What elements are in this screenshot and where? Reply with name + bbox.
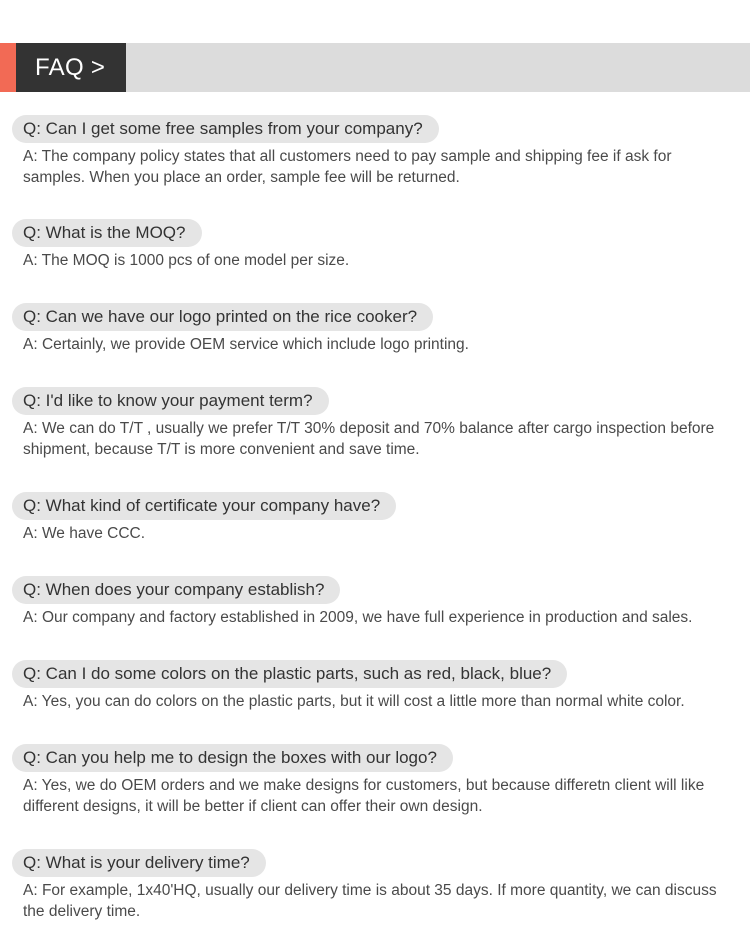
faq-question: Q: What is your delivery time? (12, 849, 266, 877)
faq-item (12, 115, 732, 188)
faq-item (12, 492, 732, 544)
faq-question: Q: Can I do some colors on the plastic parts, such as red, black, blue? (12, 660, 567, 688)
faq-header-bar (0, 43, 750, 92)
faq-answer: A: Yes, we do OEM orders and we make designs for customers, but because differetn client will like different designs, it will be better if client can offer their own design. (23, 777, 705, 815)
header-accent-stripe (0, 43, 16, 92)
faq-title: FAQ > (16, 43, 126, 92)
faq-question: Q: I'd like to know your payment term? (12, 387, 329, 415)
faq-item (12, 849, 732, 922)
faq-item (12, 387, 732, 460)
faq-item (12, 576, 732, 628)
faq-answer: A: The MOQ is 1000 pcs of one model per size. (23, 252, 350, 269)
faq-question: Q: What kind of certificate your company have? (12, 492, 396, 520)
faq-answer: A: We can do T/T , usually we prefer T/T 30% deposit and 70% balance after cargo inspection before shipment, because T/T is more convenient and save time. (23, 420, 715, 458)
faq-answer: A: The company policy states that all customers need to pay sample and shipping fee if ask for samples. When you place an order, sample fee will be returned. (23, 148, 672, 186)
faq-question: Q: Can you help me to design the boxes with our logo? (12, 744, 453, 772)
faq-question: Q: Can we have our logo printed on the rice cooker? (12, 303, 433, 331)
faq-item (12, 303, 732, 355)
faq-item (12, 219, 732, 271)
faq-answer: A: Our company and factory established in 2009, we have full experience in production and sales. (23, 609, 693, 626)
faq-question: Q: Can I get some free samples from your company? (12, 115, 439, 143)
faq-question: Q: When does your company establish? (12, 576, 340, 604)
faq-item (12, 744, 732, 817)
faq-answer: A: We have CCC. (23, 525, 146, 542)
faq-question: Q: What is the MOQ? (12, 219, 202, 247)
faq-answer: A: For example, 1x40'HQ, usually our delivery time is about 35 days. If more quantity, we can discuss the delivery time. (23, 882, 717, 920)
faq-answer: A: Certainly, we provide OEM service which include logo printing. (23, 336, 469, 353)
faq-item (12, 660, 732, 712)
faq-answer: A: Yes, you can do colors on the plastic parts, but it will cost a little more than normal white color. (23, 693, 685, 710)
